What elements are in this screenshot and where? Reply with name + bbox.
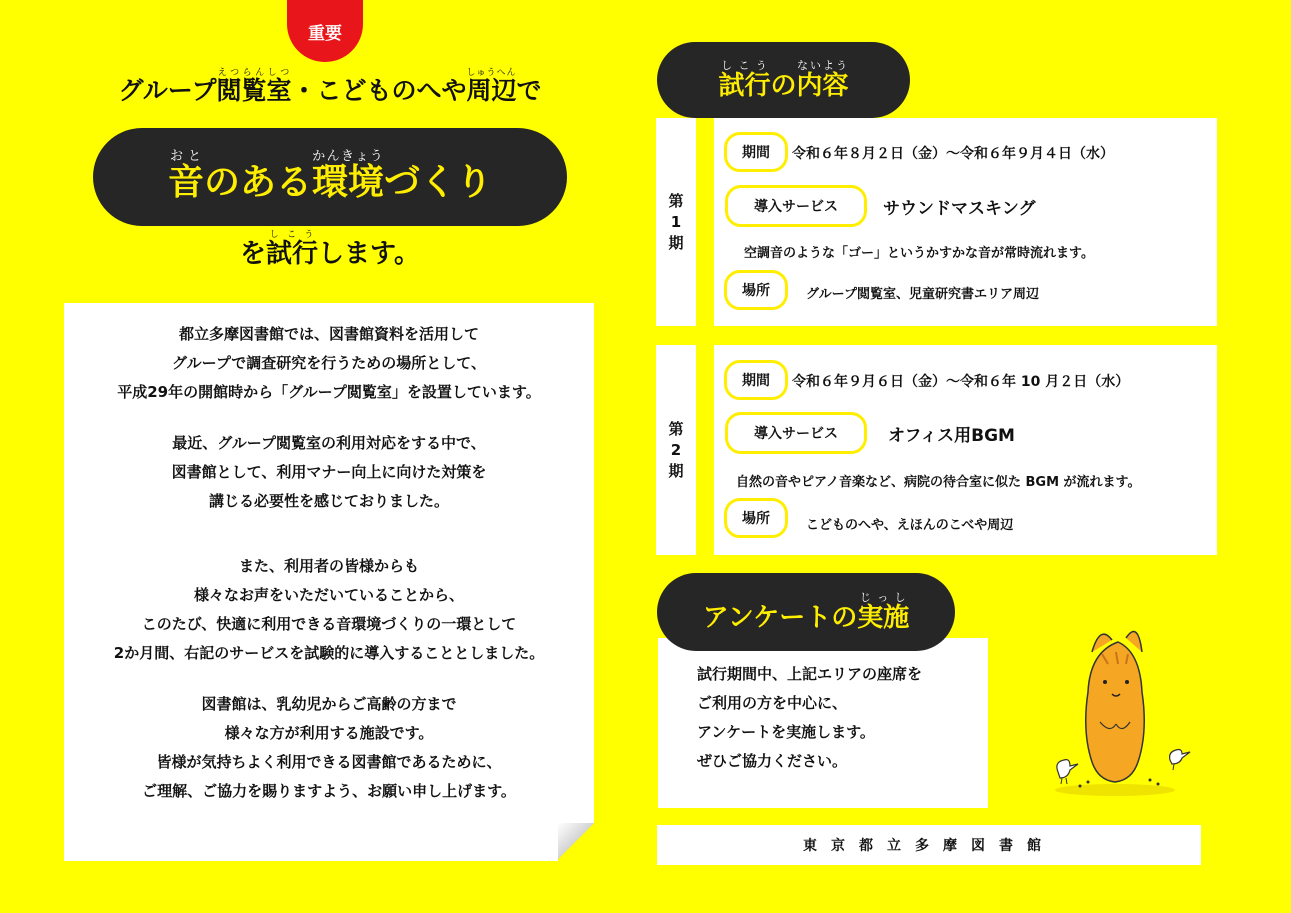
phase1-period-label: 期間: [724, 132, 788, 172]
intro-line: ご理解、ご協力を賜りますよう、お願い申し上げます。: [142, 782, 516, 800]
intro-line: 様々な方が利用する施設です。: [224, 724, 434, 742]
intro-line: また、利用者の皆様からも: [238, 557, 419, 575]
phase1-place: グループ閲覧室、児童研究書エリア周辺: [806, 287, 1039, 302]
intro-line: グループで調査研究を行うための場所として、: [172, 354, 486, 372]
footer-library-name: 東京都立多摩図書館: [657, 825, 1201, 865]
intro-line: 都立多摩図書館では、図書館資料を活用して: [178, 325, 479, 343]
main-title: 音おとのある環境かんきょうづくり: [167, 149, 493, 203]
survey-text: [697, 660, 922, 776]
intro-paragraph-2: [64, 429, 594, 516]
headline-line1: グループ閲覧室えつらんしつ・こどものへや周辺しゅうへんで: [118, 68, 542, 105]
trial-contents-tab: [657, 42, 910, 118]
paper-curl-decoration: [558, 823, 594, 861]
survey-line: ご利用の方を中心に、: [697, 694, 848, 712]
phase2-period-label: 期間: [724, 360, 788, 400]
survey-line: ぜひご協力ください。: [697, 752, 848, 770]
phase1-place-label: 場所: [724, 270, 788, 310]
phase-label-char: 1: [670, 212, 682, 231]
survey-tab: [657, 573, 955, 651]
phase-label-char: 第: [668, 191, 684, 210]
phase1-label: [656, 118, 696, 326]
intro-line: 皆様が気持ちよく利用できる図書館であるために、: [156, 753, 502, 771]
intro-line: 講じる必要性を感じておりました。: [208, 492, 449, 510]
survey-line: 試行期間中、上記エリアの座席を: [697, 665, 923, 683]
intro-paragraph-1: [64, 320, 594, 407]
phase-label-char: 2: [670, 440, 682, 459]
intro-line: 2か月間、右記のサービスを試験的に導入することとしました。: [113, 644, 545, 662]
squirrel-mascot-icon: [1030, 612, 1200, 802]
phase-label-char: 第: [668, 419, 684, 438]
headline-line3: を試行しこうします。: [240, 230, 420, 269]
intro-line: 平成29年の開館時から「グループ閲覧室」を設置しています。: [117, 383, 541, 401]
intro-line: このたび、快適に利用できる音環境づくりの一環として: [141, 615, 517, 633]
phase2-place: こどものへや、えほんのこべや周辺: [806, 518, 1014, 533]
phase-label-char: 期: [668, 461, 684, 480]
important-badge: 重要: [287, 0, 363, 62]
intro-line: 最近、グループ閲覧室の利用対応をする中で、: [172, 434, 486, 452]
trial-contents-title: 試行しこうの内容ないよう: [718, 58, 849, 101]
main-title-pill: [93, 128, 567, 226]
phase2-service-label: 導入サービス: [725, 412, 867, 454]
intro-line: 様々なお声をいただいていることから、: [193, 586, 464, 604]
phase-label-char: 期: [668, 233, 684, 252]
phase2-period: 令和６年９月６日（金）～令和６年 10 月２日（水）: [792, 374, 1130, 390]
survey-line: アンケートを実施します。: [697, 723, 875, 741]
intro-paragraph-4: [64, 690, 594, 806]
intro-paragraph-3: [64, 552, 594, 668]
intro-line: 図書館は、乳幼児からご高齢の方まで: [201, 695, 457, 713]
intro-text: [64, 320, 594, 828]
phase1-service-label: 導入サービス: [725, 185, 867, 227]
phase2-description: 自然の音やピアノ音楽など、病院の待合室に似た BGM が流れます。: [736, 475, 1141, 490]
phase2-place-label: 場所: [724, 498, 788, 538]
phase2-service: オフィス用BGM: [888, 426, 1015, 446]
phase1-service: サウンドマスキング: [883, 199, 1036, 219]
phase1-period: 令和６年８月２日（金）～令和６年９月４日（水）: [792, 146, 1114, 162]
survey-title: アンケートの実施じっし: [702, 590, 910, 633]
phase2-label: [656, 345, 696, 555]
phase1-description: 空調音のような「ゴー」というかすかな音が常時流れます。: [744, 246, 1094, 261]
intro-line: 図書館として、利用マナー向上に向けた対策を: [171, 463, 487, 481]
